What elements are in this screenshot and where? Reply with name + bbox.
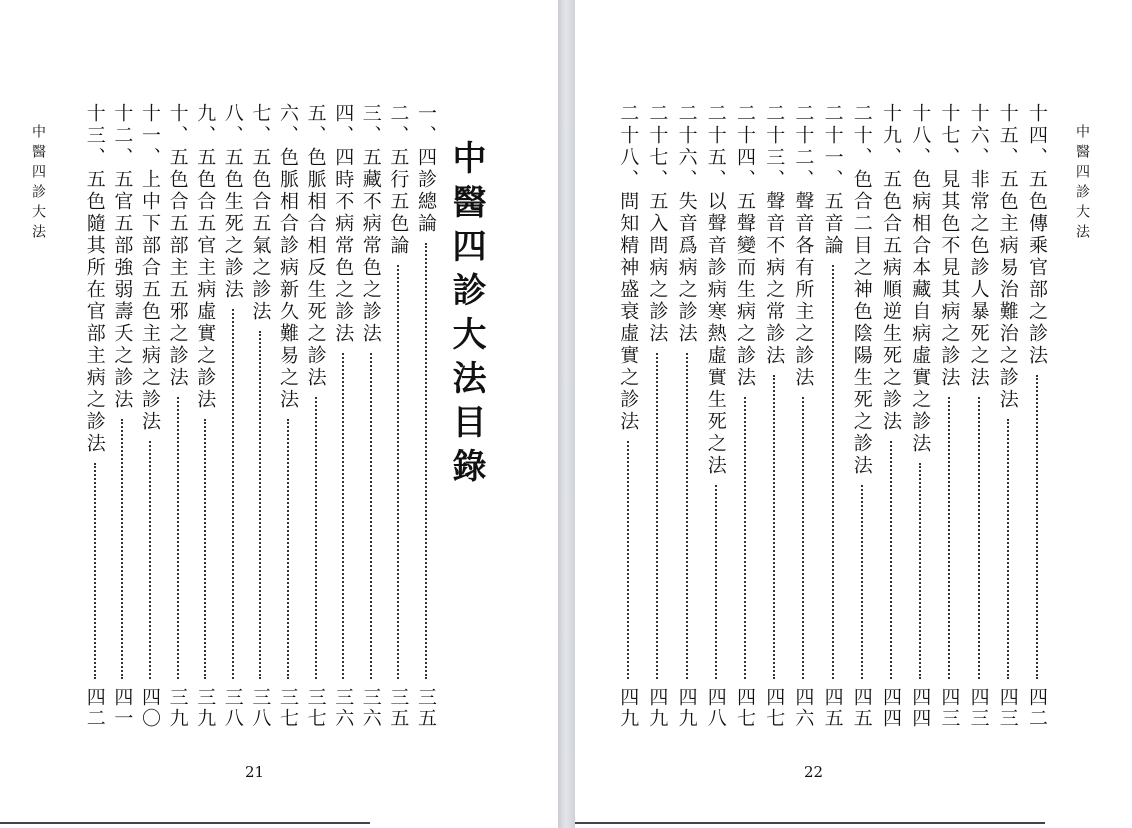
toc-entry-page: 三八	[221, 687, 244, 729]
toc-leader-dots	[1007, 419, 1009, 679]
running-head-right: 中醫四診大法	[1074, 124, 1090, 244]
toc-entry	[192, 103, 218, 738]
toc-entry	[82, 103, 108, 738]
toc-leader-dots	[149, 441, 151, 679]
toc-entry-page: 四九	[675, 687, 698, 729]
page-edge-line-left	[0, 822, 370, 824]
toc-entry-page: 四九	[646, 687, 669, 729]
toc-entry-title: 五、色脈相合相反生死之診法	[304, 103, 327, 389]
toc-entry-title: 二十二、聲音各有所主之診法	[792, 103, 815, 389]
toc-entry-page: 三九	[194, 687, 217, 729]
toc-leader-dots	[978, 397, 980, 679]
toc-entry	[790, 103, 816, 738]
toc-entry	[907, 103, 933, 738]
toc-entry	[1024, 103, 1050, 738]
toc-entry-title: 十三、五色隨其所在官部主病之診法	[83, 103, 106, 455]
toc-leader-dots	[287, 419, 289, 679]
toc-entry-title: 八、五色生死之診法	[221, 103, 244, 301]
toc-leader-dots	[370, 353, 372, 679]
toc-entry-page: 四一	[111, 687, 134, 729]
toc-entry	[247, 103, 273, 738]
toc-entry	[220, 103, 246, 738]
toc-entry-title: 十一、上中下部合五色主病之診法	[139, 103, 161, 433]
toc-leader-dots	[425, 243, 427, 679]
toc-entry-page: 三七	[304, 687, 327, 729]
toc-entry	[674, 103, 700, 738]
toc-entry-title: 二十六、失音爲病之診法	[675, 103, 698, 345]
toc-leader-dots	[656, 353, 658, 679]
right-page	[575, 0, 1132, 828]
toc-entry-page: 四四	[880, 687, 902, 729]
toc-leader-dots	[627, 441, 629, 679]
toc-leader-dots	[773, 375, 775, 679]
toc-entry-page: 三七	[277, 687, 299, 729]
toc-entry-title: 一、四診總論	[415, 103, 437, 235]
toc-leader-dots	[94, 463, 96, 679]
toc-leader-dots	[802, 397, 804, 679]
toc-leader-dots	[890, 441, 892, 679]
toc-entry	[330, 103, 356, 738]
toc-leader-dots	[204, 419, 206, 679]
toc-entry-title: 二十七、五入問病之診法	[646, 103, 669, 345]
toc-entry	[165, 103, 191, 738]
toc-entry-title: 三、五藏不病常色之診法	[359, 103, 382, 345]
toc-entry-title: 二十、色合二目之神色陰陽生死之診法	[850, 103, 873, 477]
toc-leader-dots	[1036, 375, 1038, 679]
toc-entry-page: 四六	[792, 687, 815, 729]
toc-entry	[413, 103, 439, 738]
toc-entry	[303, 103, 329, 738]
toc-entry	[936, 103, 962, 738]
toc-entry-page: 四八	[704, 687, 727, 729]
toc-entry-page: 四三	[967, 687, 990, 729]
toc-entry	[966, 103, 992, 738]
toc-leader-dots	[861, 485, 863, 679]
toc-entry-title: 十四、五色傳乘官部之診法	[1026, 103, 1048, 367]
toc-entry	[703, 103, 729, 738]
toc-entry-page: 四四	[909, 687, 932, 729]
toc-leader-dots	[232, 309, 234, 679]
toc-entry	[109, 103, 135, 738]
toc-leader-dots	[177, 397, 179, 679]
page-number-right: 22	[804, 763, 824, 781]
toc-entry-title: 十九、五色合五病順逆生死之診法	[880, 103, 902, 433]
toc-entry-page: 四五	[821, 687, 844, 729]
toc-entry-title: 二十五、以聲音診病寒熱虛實生死之法	[704, 103, 727, 477]
toc-entry-page: 四五	[850, 687, 873, 729]
toc-entry-title: 九、五色合五官主病虛實之診法	[194, 103, 217, 411]
toc-entry-page: 四九	[617, 687, 640, 729]
toc-entry-page: 三六	[332, 687, 355, 729]
toc-entry-title: 六、色脈相合診病新久難易之法	[277, 103, 299, 411]
toc-entry-title: 十七、見其色不見其病之診法	[938, 103, 961, 389]
toc-entry	[385, 103, 411, 738]
toc-leader-dots	[715, 485, 717, 679]
toc-leader-dots	[342, 353, 344, 679]
page-title: 中醫四診大法目錄	[446, 140, 486, 492]
toc-leader-dots	[315, 397, 317, 679]
toc-entry-page: 三五	[415, 687, 437, 729]
toc-entry-title: 十八、色病相合本藏自病虛實之診法	[909, 103, 932, 455]
toc-leader-dots	[744, 397, 746, 679]
page-edge-line-right	[575, 822, 1045, 824]
toc-entry-title: 七、五色合五氣之診法	[249, 103, 272, 323]
toc-entry	[995, 103, 1021, 738]
toc-entry-title: 十二、五官五部強弱壽夭之診法	[111, 103, 134, 411]
toc-leader-dots	[832, 265, 834, 679]
toc-leader-dots	[259, 331, 261, 679]
toc-entry	[644, 103, 670, 738]
toc-entry-title: 十五、五色主病易治難治之診法	[996, 103, 1019, 411]
toc-entry	[275, 103, 301, 738]
toc-entry	[732, 103, 758, 738]
toc-entry	[615, 103, 641, 738]
toc-leader-dots	[686, 353, 688, 679]
toc-entry-page: 三八	[249, 687, 272, 729]
toc-entry-title: 二十一、五音論	[821, 103, 844, 257]
toc-entry-page: 三九	[166, 687, 189, 729]
toc-leader-dots	[397, 265, 399, 679]
toc-entry-title: 四、四時不病常色之診法	[332, 103, 355, 345]
toc-entry	[137, 103, 163, 738]
toc-leader-dots	[948, 397, 950, 679]
toc-entry-page: 四〇	[139, 687, 161, 729]
toc-entry	[849, 103, 875, 738]
toc-entry	[761, 103, 787, 738]
toc-entry-page: 四七	[734, 687, 756, 729]
toc-entry-title: 二十三、聲音不病之常診法	[763, 103, 786, 367]
page-number-left: 21	[245, 763, 265, 781]
toc-entry-page: 四二	[1026, 687, 1048, 729]
toc-entry	[878, 103, 904, 738]
toc-entry-page: 四三	[938, 687, 961, 729]
toc-entry	[358, 103, 384, 738]
page-gutter	[558, 0, 575, 828]
toc-entry-title: 二、五行五色論	[387, 103, 410, 257]
left-page	[0, 0, 558, 828]
running-head-left: 中醫四診大法	[30, 124, 46, 244]
toc-entry-page: 四二	[83, 687, 106, 729]
toc-entry-title: 十六、非常之色診人暴死之法	[967, 103, 990, 389]
toc-entry-title: 十、五色合五部主五邪之診法	[166, 103, 189, 389]
toc-entry-title: 二十四、五聲變而生病之診法	[734, 103, 756, 389]
toc-entry-title: 二十八、問知精神盛衰虛實之診法	[617, 103, 640, 433]
toc-entry-page: 三六	[359, 687, 382, 729]
toc-entry-page: 四七	[763, 687, 786, 729]
toc-entry	[820, 103, 846, 738]
toc-leader-dots	[919, 463, 921, 679]
toc-entry-page: 四三	[996, 687, 1019, 729]
toc-leader-dots	[121, 419, 123, 679]
toc-entry-page: 三五	[387, 687, 410, 729]
